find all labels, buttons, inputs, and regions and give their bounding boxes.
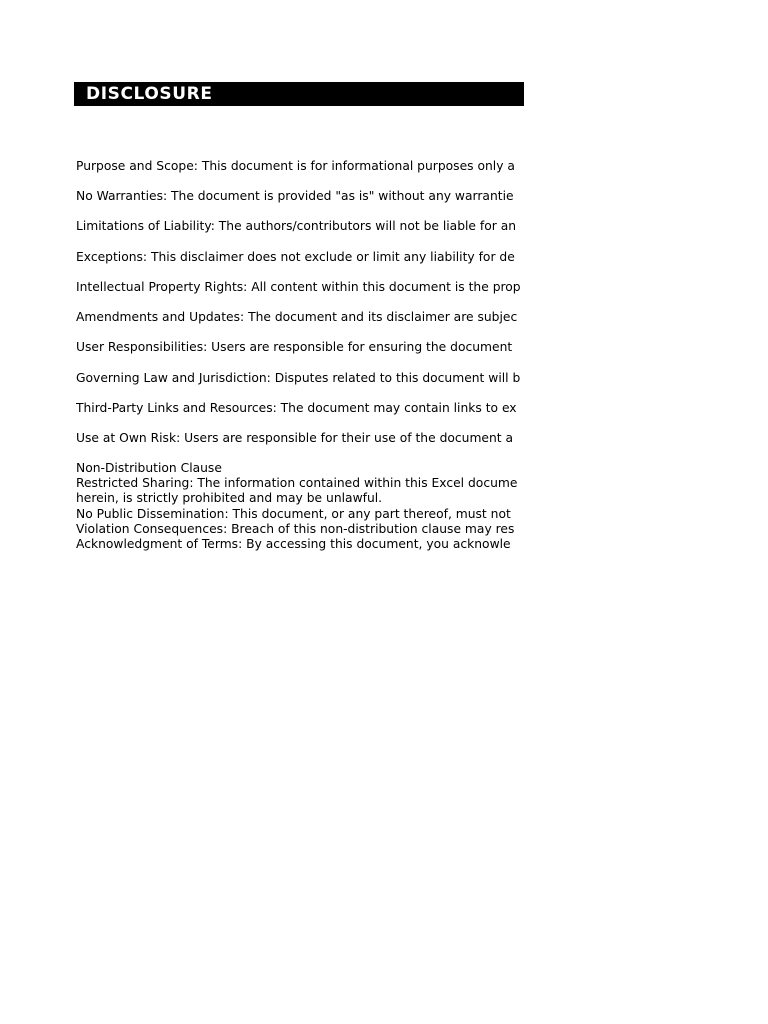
clause-text: Exceptions: This disclaimer does not exclude or limit any liability for de — [76, 250, 515, 264]
clause-amendments-and-updates — [76, 309, 524, 325]
clause-text: Governing Law and Jurisdiction: Disputes related to this document will b — [76, 371, 521, 385]
non-distribution-line: Violation Consequences: Breach of this non-distribution clause may res — [76, 521, 515, 536]
title-bar — [74, 82, 524, 106]
clause-limitations-of-liability — [76, 218, 524, 234]
clause-text: Amendments and Updates: The document and its disclaimer are subjec — [76, 310, 518, 324]
clause-intellectual-property — [76, 279, 524, 295]
non-distribution-line: Acknowledgment of Terms: By accessing this document, you acknowle — [76, 536, 511, 551]
section-heading: Non-Distribution Clause — [76, 461, 222, 475]
clause-text: Third-Party Links and Resources: The document may contain links to ex — [76, 401, 517, 415]
non-distribution-line: Restricted Sharing: The information contained within this Excel docume — [76, 476, 518, 491]
clause-user-responsibilities — [76, 339, 524, 355]
clause-use-at-own-risk — [76, 430, 524, 446]
clause-text: Use at Own Risk: Users are responsible for their use of the document a — [76, 431, 514, 445]
clause-exceptions — [76, 249, 524, 265]
clause-no-warranties — [76, 188, 524, 204]
non-distribution-line: No Public Dissemination: This document, or any part thereof, must not — [76, 506, 511, 521]
clause-purpose-and-scope — [76, 158, 524, 174]
clause-text: Limitations of Liability: The authors/contributors will not be liable for an — [76, 219, 517, 233]
clause-text: No Warranties: The document is provided "as is" without any warrantie — [76, 189, 514, 203]
non-distribution-line: herein, is strictly prohibited and may be unlawful. — [76, 491, 383, 506]
clause-text: Intellectual Property Rights: All content within this document is the prop — [76, 280, 521, 294]
clause-governing-law — [76, 370, 524, 386]
clause-third-party-links — [76, 400, 524, 416]
page-title: DISCLOSURE — [86, 84, 213, 104]
clause-text: User Responsibilities: Users are responsible for ensuring the document — [76, 340, 513, 354]
non-distribution-section — [76, 461, 524, 552]
clause-text: Purpose and Scope: This document is for informational purposes only a — [76, 159, 515, 173]
